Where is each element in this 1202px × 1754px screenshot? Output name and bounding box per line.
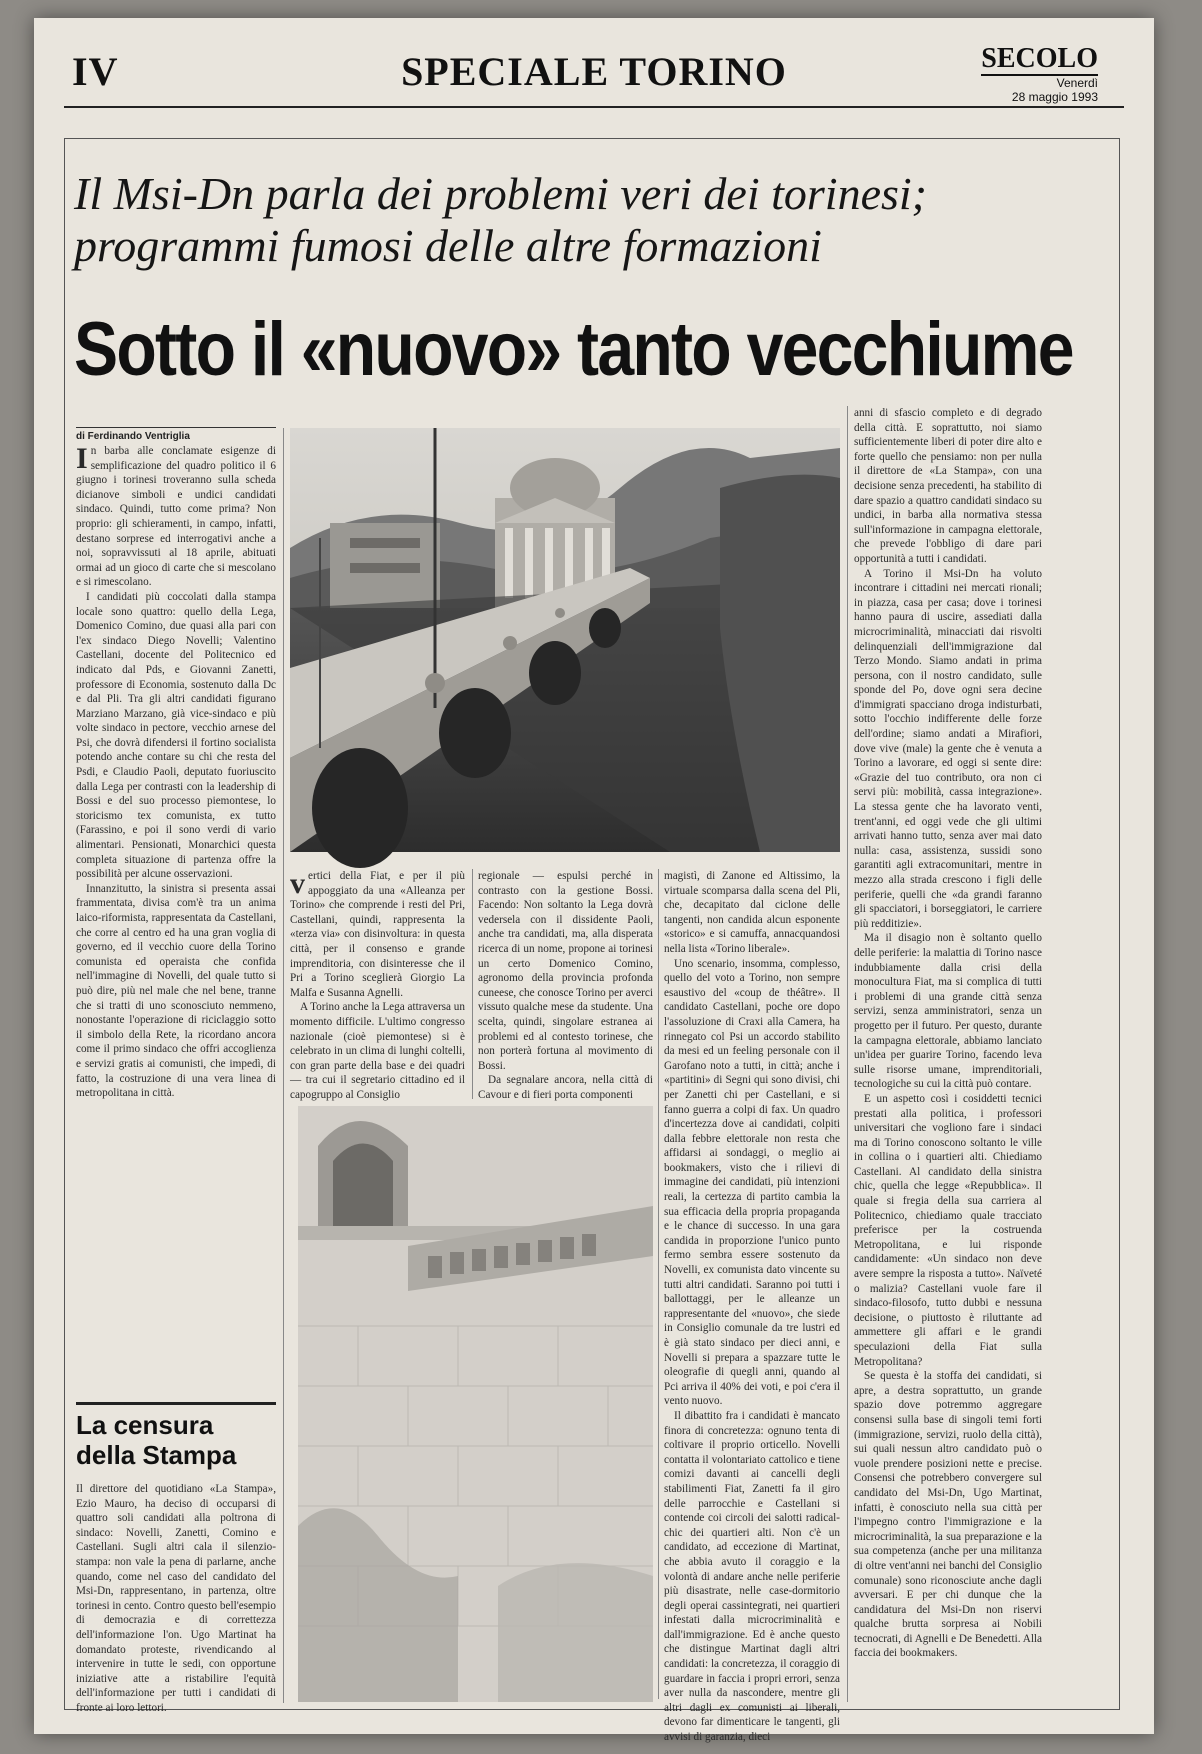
page-number: IV	[72, 49, 119, 94]
article-byline: di Ferdinando Ventriglia	[76, 427, 276, 442]
issue-weekday: Venerdì	[1056, 76, 1098, 90]
paragraph: I candidati più coccolati dalla stampa locale sono quattro: quello della Lega, Domenico Comino, due quasi alla pari con l'ex sindaco Diego Novelli; Valentino Castellani, docente del Politecnico ed indicato dal Pds, e Giovanni Zanetti, professore di Economia, sostenuto dalla Dc e dal Pli. Tra gli altri candidati figurano Marziano Marzano, già vice-sindaco e più volte sindaco in pectore, vecchio arnese del Psi, che dovrà difendersi il fortino socialista potendo anche contare su chi che resta del Psdi, e Claudio Paoli, deputato fuoriuscito dalla Lega per contrasti con la leadership di Bossi e del suo processo piemontese, lo storicismo tex comunista, ex tutto (Farassino, e poi il sono verdi di vario alimentari. Pensionati, Monarchici questa completa situazione di partenza offre la possibilità per alcune osservazioni.	[76, 590, 276, 881]
paragraph: Il dibattito fra i candidati è mancato finora di concretezza: ognuno tenta di coltivare il proprio orticello. Novelli contatta il volontariato cattolico e tiene comizi davanti ai cancelli degli stabilimenti Fiat, Zanetti fa il giro delle parrocchie e Castellani si contende coi circoli dei salotti radical-chic dei quartieri alti. Non c'è un candidato, ad eccezione di Martinat, che abbia avuto il coraggio e la volontà di andare anche nelle periferie più disastrate, nelle case-dormitorio degli operai cassintegrati, nei quartieri infestati dalla microcriminalità e dall'immigrazione. Ed è anche questo che distingue Martinat dagli altri candidati: la concretezza, il coraggio di guardare in faccia i propri errori, senza aver nulla da nascondere, mentre gli altri dagli ex comunisti ai liberali, devono far dimenticare le tangenti, gli avvisi di garanzia, dieci	[664, 1409, 840, 1744]
sidebar-title: La censura della Stampa	[76, 1410, 237, 1470]
wall-photo	[298, 1106, 653, 1702]
paragraph: Il direttore del quotidiano «La Stampa», Ezio Mauro, ha deciso di occuparsi di quattro soli candidati alla poltrona di sindaco: Novelli, Zanetti, Comino e Castellani. Sugli altri cala il silenzio-stampa: non vale la pena di parlarne, anche quando, come nel caso del candidato del Msi-Dn, rappresentano, in partenza, oltre torinesi in cento. Contro questo bell'esempio di democrazia e di correttezza dell'informazione l'on. Ugo Martinat ha domandato proteste, rivendicando al intervenire in tutte le sedi, con opportune iniziative atte a ristabilire l'equità dell'informazione per tutti i candidati di fronte ai loro lettori.	[76, 1483, 276, 1714]
masthead	[981, 44, 1098, 104]
paragraph: E un aspetto così i cosiddetti tecnici prestati alla politica, i professori universitari che vogliono fare i sindaci ma di Torino conoscono soltanto le ville in collina o i quartieri alti. Chiediamo Castellani. Al candidato della sinistra chic, quella che legge «Repubblica». Il quale si fregia della sua carriera al Politecnico, chiediamo quale tracciato preferisce per la costruenda Metropolitana, e lui risponde candidamente: «Un sindaco non deve avere sempre la risposta a tutto». Naïveté o malizia? Castellani vuole fare il sindaco-filosofo, tutto dubbi e nessuna decisione, o piuttosto è riluttante ad ammettere gli affari e le grandi speculazioni della Fiat sulla Metropolitana?	[854, 1092, 1042, 1368]
sidebar-body	[76, 1482, 276, 1714]
column-rule	[283, 428, 284, 1703]
article-column-2	[290, 867, 465, 1101]
paragraph: In barba alle conclamate esigenze di semplificazione del quadro politico il 6 giugno i torinesi troveranno sulla scheda dicianove simboli e undici candidati sindaco. Quindi, tutto come prima? Non proprio: gli schieramenti, in campo, infatti, destano sorprese ed interrogativi anche a noi, sopravvissuti al 18 aprile, abituati ormai ad un gioco di carte che si mescolano e si rimescolano.	[76, 442, 276, 589]
article-column-right	[854, 406, 1042, 1702]
paragraph: anni di sfascio completo e di degrado della città. E soprattutto, noi siamo sufficientemente liberi di poter dire alto e forte quello che pensiamo: non per nulla il direttore de «La Stampa», con una decisione senza precedenti, ha stabilito di dare spazio a quattro candidati sindaco su undici, in barba alla normativa stessa sull'informazione in campagna elettorale, che prevede l'obbligo di dare pari opportunità a tutti i candidati.	[854, 407, 1042, 565]
sidebar-rule	[76, 1402, 276, 1405]
newspaper-page	[34, 18, 1154, 1744]
paragraph: Uno scenario, insomma, complesso, quello del voto a Torino, non sempre esaustivo del «coup de théâtre». Il candidato Castellani, poche ore dopo l'assoluzione di Craxi alla Camera, ha rinnegato col Psi un accordo stabilito da mesi ed un feeling personale con il Garofano noto a tutti, in città; anche i «partitini» di Segni qui sono divisi, chi per Zanetti chi per Castellani, e si fanno guerra a colpi di fax. Un quadro d'incertezza dove ai candidati, colpiti dalla febbre elettorale non resta che affidarsi ai sondaggi, o meglio ai bookmakers, visto che i rilievi di immagine dei candidati, più intenzioni reali, la certezza di partito cambia la sua efficacia della propria propaganda e le chance di successo. In una gara candida in proporzione l'unico punto fermo sembra essere sostenuto da Novelli, ex comunista dato vincente su tutti altri candidati. Saranno poi tutti i ballottaggi, per le alleanze un rappresentante del «nuovo», che siede in Consiglio comunale da tre lustri ed è già stato sindaco per dieci anni, e Novelli si prepara a spazzare tutte le oleografie di quegli anni, quando al Pci arriva il 40% dei voti, e poi c'era il vento nuovo.	[664, 957, 840, 1408]
column-rule	[847, 406, 848, 1702]
paragraph: regionale — espulsi perché in contrasto con la gestione Bossi. Facendo: Non soltanto la Lega dovrà vedersela con il dissidente Paoli, anche tra candidati, ma, alla disperata ricerca di un nome, propone ai torinesi un certo Domenico Comino, agronomo della provincia profonda cuneese, che conosce Torino per averci vissuto qualche mese da studente. Una scelta, quindi, singolare estranea ai problemi ed al contesto torinese, che non porterà fortuna al movimento di Bossi.	[478, 870, 653, 1072]
article-column-3	[478, 869, 653, 1101]
paragraph: vertici della Fiat, e per il più appoggiato da una «Alleanza per Torino» che comprende i resti del Pri, Castellani, quindi, rappresenta la «terza via» con disinvoltura: in questa città, per il consenso e grande imprenditoria, con disinteresse che il Pri a Torino sceglierà Giorgio La Malfa e Susanna Agnelli.	[290, 867, 465, 999]
paragraph: A Torino anche la Lega attraversa un momento difficile. L'ultimo congresso nazionale (cioè piemontese) si è celebrato in un clima di lunghi coltelli, con gran parte della base e dei quadri — tra cui il segretario cittadino ed il capogruppo al Consiglio	[290, 1001, 465, 1101]
article-column-left	[76, 444, 276, 1394]
article-headline: Sotto il «nuovo» tanto vecchiume	[74, 307, 1073, 392]
column-rule	[472, 869, 473, 1099]
paragraph: Ma il disagio non è soltanto quello delle periferie: la malattia di Torino nasce indubbiamente dalla crisi della monocultura Fiat, ma si complica di tutti i problemi di una grande città senza servizi, senza amministratori, senza un progetto per il futuro. Per questo, durante la campagna elettorale, abbiamo lanciato un'idea per guarire Torino, facendo leva sulle risorse umane, imprenditoriali, tecnologiche su cui la città può contare.	[854, 932, 1042, 1091]
paragraph: Se questa è la stoffa dei candidati, si apre, a destra soprattutto, un grande spazio dove potremmo aggregare consensi sulla base di singoli temi forti (immigrazione, servizi, ruolo della città), sui quali nessun altro candidato può o vuole prendere posizioni nette e precise. Consensi che potrebbero convergere sul candidato del Msi-Dn, Ugo Martinat, infatti, è conosciuto nella sua città per l'impegno contro l'immigrazione e la microcriminalità, la sua preparazione e la sua competenza (anche per una militanza di oltre vent'anni nei banchi del Consiglio comunale) sono riconosciute anche dagli avversari. E per chi dunque che la candidatura del Msi-Dn non riservi qualche brutta sorpresa ai Nobili tecnocrati, di Agnelli e De Benedetti. Alla faccia dei bookmakers.	[854, 1370, 1042, 1660]
article-kicker	[74, 168, 1114, 272]
issue-date: 28 maggio 1993	[1011, 90, 1098, 104]
kicker-line-2: programmi fumosi delle altre formazioni	[74, 220, 822, 271]
column-rule	[658, 869, 659, 1699]
section-title: SPECIALE TORINO	[401, 49, 787, 94]
paragraph: Da segnalare ancora, nella città di Cavour e di fieri porta componenti	[478, 1074, 653, 1101]
paragraph: A Torino il Msi-Dn ha voluto incontrare i cittadini nei mercati rionali; in piazza, casa per casa; dove i torinesi hanno paura di uscire, assediati dalla microcriminalità, minacciati dai risvolti delinquenziali dell'immigrazione dal Terzo Mondo. Siamo andati in prima persona, con il nostro candidato, sulle sponde del Po, dove ogni sera decine d'immigrati spacciano droga indisturbati, sotto l'occhio indifferente delle forze dell'ordine; siamo andati a Mirafiori, dove vive (male) la gente che è venuta a Torino a lavorare, ed oggi si sente dire: «Grazie del tuo contributo, ora non ci servi più: mobilità, cassa integrazione». La stessa gente che ha lavorato venti, trent'anni, ed oggi vede che gli ultimi arrivati hanno tutto, senza aver mai dato nulla: casa, assistenza, sussidi sono garantiti agli extracomunitari, mentre in mezzo alla strada crescono i figli delle periferie, quelli che «da grandi faranno gli spacciatori, i borseggiatori, le carriere più redditizie».	[854, 567, 1042, 930]
newspaper-logo: SECOLO	[981, 43, 1098, 74]
paragraph: magistì, di Zanone ed Altissimo, la virtuale scomparsa dalla scena del Pli, che, decapitato dal ciclone delle tangenti, non candida alcun esponente «storico» e si camuffa, annacquandosi nella lista «Torino liberale».	[664, 870, 840, 955]
paragraph: Innanzitutto, la sinistra si presenta assai frammentata, divisa com'è tra un anima laico-riformista, rappresentata da Castellani, che corre al centro ed ha una gran voglia di governo, ed il vecchio cuore della Torino comunista ed operaista che confida nell'immagine di Novelli, del quale tutto si può dire, più nel male che nel bene, tranne che si tratti di uno sconosciuto nemmeno, nonostante l'operazione di riciclaggio sotto il simbolo della Rete, la ricordano ancora come il primo sindaco che offri accoglienza e servizi gratis ai comunisti, che impedì, di fatto, la costruzione di una vera linea di metropolitana in città.	[76, 882, 276, 1100]
header-rule	[64, 106, 1124, 108]
bridge-photo	[290, 428, 840, 852]
article-column-4	[664, 869, 840, 1744]
kicker-line-1: Il Msi-Dn parla dei problemi veri dei torinesi;	[74, 168, 927, 219]
